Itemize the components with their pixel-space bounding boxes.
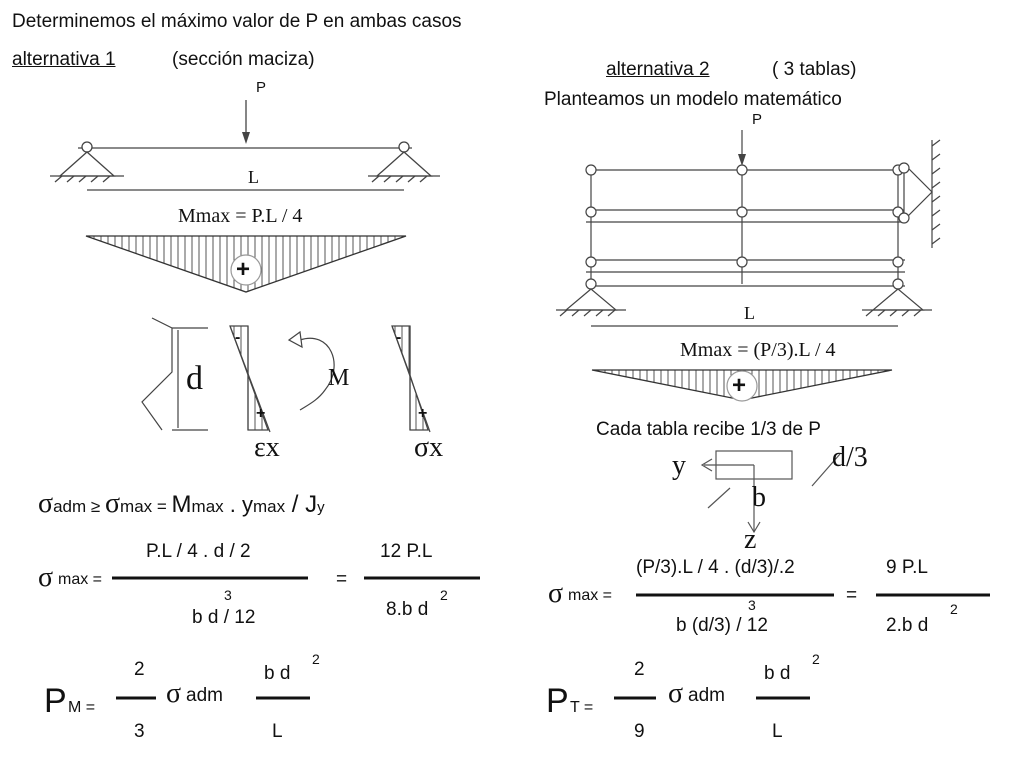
pt-num-2: 2 xyxy=(634,659,645,680)
pt-exponent: 2 xyxy=(812,651,820,667)
pt-den-9: 9 xyxy=(634,721,645,742)
f2-equals: = xyxy=(846,585,858,606)
f1-result-denominator: 8.b d xyxy=(386,599,429,620)
f2-lhs: max = xyxy=(568,587,613,604)
alt2-span-label: L xyxy=(744,303,755,323)
pm-subscript: M = xyxy=(68,699,96,716)
f2-denominator: b (d/3) / 12 xyxy=(676,615,768,636)
pm-den-L: L xyxy=(272,721,283,742)
alt2-description: ( 3 tablas) xyxy=(772,59,857,80)
plank-depth-label: d/3 xyxy=(832,442,868,473)
f2-sigma: σ xyxy=(548,578,564,609)
alt1-description: (sección maciza) xyxy=(172,49,315,70)
alt1-stress-minus: - xyxy=(396,329,402,346)
f2-exponent-2: 2 xyxy=(950,601,958,617)
pm-num-2: 2 xyxy=(134,659,145,680)
f1-equals: = xyxy=(336,569,348,590)
alt1-label: alternativa 1 xyxy=(12,49,116,70)
alt2-model-text: Planteamos un modelo matemático xyxy=(544,89,842,110)
strain-label: εx xyxy=(254,432,280,463)
alt2-mmax: Mmax = (P/3).L / 4 xyxy=(680,339,836,361)
f2-exponent-3: 3 xyxy=(748,597,756,613)
stress-label: σx xyxy=(414,432,444,463)
f2-numerator: (P/3).L / 4 . (d/3)/.2 xyxy=(636,557,795,578)
axis-z-label: z xyxy=(744,524,757,555)
f2-result-denominator: 2.b d xyxy=(886,615,929,636)
alt1-strain-plus: + xyxy=(256,405,266,422)
pm-num-bd: b d xyxy=(264,663,291,684)
alt1-span-label: L xyxy=(248,167,259,187)
alt2-label: alternativa 2 xyxy=(606,59,710,80)
alt1-load-label: P xyxy=(256,79,267,96)
moment-label: M xyxy=(328,365,350,391)
pm-adm: adm xyxy=(186,685,223,706)
pt-num-bd: b d xyxy=(764,663,791,684)
f1-exponent-2: 2 xyxy=(440,587,448,603)
f1-numerator: P.L / 4 . d / 2 xyxy=(146,541,251,562)
pt-adm: adm xyxy=(688,685,725,706)
pm-den-3: 3 xyxy=(134,721,145,742)
right-beam-model xyxy=(556,130,940,326)
pt-letter: P xyxy=(546,682,569,720)
f1-exponent-3: 3 xyxy=(224,587,232,603)
alt1-stress-plus: + xyxy=(418,405,428,422)
plank-width-label: b xyxy=(752,482,766,513)
f1-lhs: max = xyxy=(58,571,103,588)
alt1-plus-sign: + xyxy=(236,256,251,283)
pm-sigma: σ xyxy=(166,678,182,709)
sigma-adm-equation: σadm ≥ σmax = Mmax . ymax / Jy xyxy=(38,488,325,519)
alt2-note: Cada tabla recibe 1/3 de P xyxy=(596,419,821,440)
pm-letter: P xyxy=(44,682,67,720)
alt2-load-label: P xyxy=(752,111,763,128)
pm-exponent: 2 xyxy=(312,651,320,667)
pt-subscript: T = xyxy=(570,699,594,716)
alt2-plus-sign: + xyxy=(732,372,747,399)
pt-den-L: L xyxy=(772,721,783,742)
axis-y-label: y xyxy=(672,450,686,481)
plank-section-sketch xyxy=(702,451,840,532)
section-depth-d: d xyxy=(186,360,203,397)
alt1-mmax: Mmax = P.L / 4 xyxy=(178,205,303,227)
pt-sigma: σ xyxy=(668,678,684,709)
f1-denominator: b d / 12 xyxy=(192,607,256,628)
alt1-strain-minus: - xyxy=(235,329,241,346)
f1-sigma: σ xyxy=(38,562,54,593)
page-heading: Determinemos el máximo valor de P en ambas casos xyxy=(12,11,462,32)
left-beam-diagram xyxy=(50,100,440,190)
f2-result-numerator: 9 P.L xyxy=(886,557,928,578)
f1-result-numerator: 12 P.L xyxy=(380,541,433,562)
